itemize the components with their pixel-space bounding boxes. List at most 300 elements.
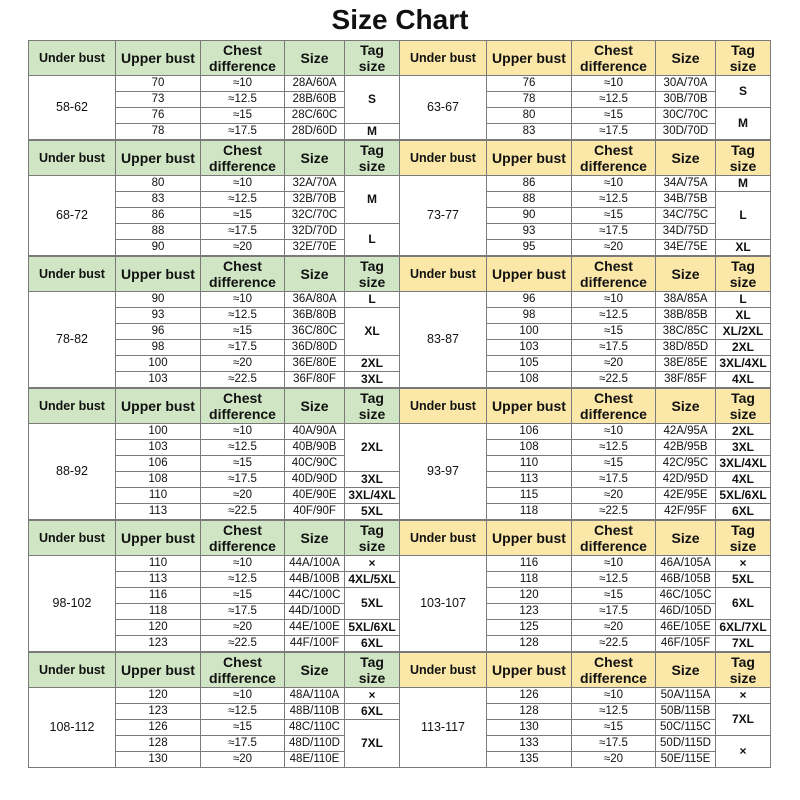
upper-bust-header: Upper bust xyxy=(487,521,572,556)
chest-difference-cell: ≈20 xyxy=(201,620,285,636)
table-row xyxy=(29,76,400,92)
tag-size-cell: 7XL xyxy=(716,636,771,652)
size-header: Size xyxy=(656,41,716,76)
chest-difference-cell: ≈12.5 xyxy=(572,572,656,588)
tag-size-cell: 2XL xyxy=(716,424,771,440)
size-cell: 40E/90E xyxy=(285,488,345,504)
under-bust-cell: 103-107 xyxy=(400,556,487,652)
upper-bust-cell: 123 xyxy=(487,604,572,620)
chest-difference-cell: ≈15 xyxy=(201,324,285,340)
upper-bust-cell: 88 xyxy=(116,224,201,240)
size-cell: 44D/100D xyxy=(285,604,345,620)
chest-difference-header: Chest difference xyxy=(201,653,285,688)
upper-bust-cell: 118 xyxy=(116,604,201,620)
chest-difference-cell: ≈12.5 xyxy=(572,192,656,208)
size-cell: 34E/75E xyxy=(656,240,716,256)
upper-bust-cell: 93 xyxy=(116,308,201,324)
tag-size-cell: XL xyxy=(716,308,771,324)
size-cell: 36D/80D xyxy=(285,340,345,356)
under-bust-header: Under bust xyxy=(29,521,116,556)
tag-size-cell: L xyxy=(716,192,771,240)
upper-bust-cell: 76 xyxy=(487,76,572,92)
under-bust-header: Under bust xyxy=(400,521,487,556)
upper-bust-cell: 78 xyxy=(487,92,572,108)
chest-difference-cell: ≈20 xyxy=(572,240,656,256)
upper-bust-header: Upper bust xyxy=(487,257,572,292)
upper-bust-cell: 113 xyxy=(487,472,572,488)
size-cell: 46D/105D xyxy=(656,604,716,620)
under-bust-cell: 58-62 xyxy=(29,76,116,140)
tag-size-cell: × xyxy=(345,688,400,704)
size-cell: 50C/115C xyxy=(656,720,716,736)
size-cell: 38F/85F xyxy=(656,372,716,388)
tag-size-cell: 3XL/4XL xyxy=(716,456,771,472)
tag-size-header: Tag size xyxy=(345,257,400,292)
right-table-block xyxy=(399,652,770,768)
header-row xyxy=(29,257,400,292)
upper-bust-cell: 98 xyxy=(116,340,201,356)
size-chart-table xyxy=(28,40,770,768)
chest-difference-cell: ≈20 xyxy=(572,752,656,768)
size-cell: 32D/70D xyxy=(285,224,345,240)
chest-difference-cell: ≈20 xyxy=(572,356,656,372)
table-row xyxy=(400,292,771,308)
upper-bust-cell: 130 xyxy=(487,720,572,736)
size-header: Size xyxy=(656,141,716,176)
right-size-table xyxy=(399,520,771,652)
upper-bust-cell: 80 xyxy=(116,176,201,192)
size-cell: 46F/105F xyxy=(656,636,716,652)
upper-bust-cell: 90 xyxy=(116,240,201,256)
size-cell: 34C/75C xyxy=(656,208,716,224)
tag-size-cell: 5XL xyxy=(345,588,400,620)
under-bust-cell: 108-112 xyxy=(29,688,116,768)
chest-difference-cell: ≈15 xyxy=(572,108,656,124)
upper-bust-cell: 128 xyxy=(116,736,201,752)
tag-size-cell: XL xyxy=(345,308,400,356)
chest-difference-cell: ≈12.5 xyxy=(572,308,656,324)
upper-bust-cell: 100 xyxy=(116,424,201,440)
tag-size-cell: × xyxy=(716,736,771,768)
under-bust-cell: 113-117 xyxy=(400,688,487,768)
right-table-block xyxy=(399,388,770,520)
right-table-block xyxy=(399,140,770,256)
under-bust-cell: 88-92 xyxy=(29,424,116,520)
upper-bust-cell: 83 xyxy=(116,192,201,208)
under-bust-header: Under bust xyxy=(29,141,116,176)
upper-bust-cell: 113 xyxy=(116,572,201,588)
size-cell: 48A/110A xyxy=(285,688,345,704)
size-cell: 40B/90B xyxy=(285,440,345,456)
under-bust-header: Under bust xyxy=(29,41,116,76)
chest-difference-header: Chest difference xyxy=(201,521,285,556)
size-cell: 38A/85A xyxy=(656,292,716,308)
header-row xyxy=(29,41,400,76)
upper-bust-cell: 120 xyxy=(487,588,572,604)
table-row xyxy=(400,424,771,440)
chest-difference-cell: ≈15 xyxy=(201,108,285,124)
left-table-block xyxy=(28,256,399,388)
size-cell: 34D/75D xyxy=(656,224,716,240)
right-table-block xyxy=(399,40,770,140)
chest-difference-cell: ≈10 xyxy=(572,688,656,704)
chest-difference-header: Chest difference xyxy=(572,521,656,556)
chest-difference-cell: ≈10 xyxy=(201,76,285,92)
upper-bust-cell: 73 xyxy=(116,92,201,108)
table-row xyxy=(400,688,771,704)
upper-bust-cell: 130 xyxy=(116,752,201,768)
table-row xyxy=(29,556,400,572)
upper-bust-cell: 78 xyxy=(116,124,201,140)
tag-size-header: Tag size xyxy=(716,521,771,556)
size-cell: 42D/95D xyxy=(656,472,716,488)
table-row xyxy=(29,292,400,308)
size-cell: 42A/95A xyxy=(656,424,716,440)
chest-difference-header: Chest difference xyxy=(201,41,285,76)
tag-size-cell: × xyxy=(345,556,400,572)
size-cell: 30C/70C xyxy=(656,108,716,124)
upper-bust-header: Upper bust xyxy=(487,653,572,688)
upper-bust-cell: 128 xyxy=(487,636,572,652)
upper-bust-header: Upper bust xyxy=(116,257,201,292)
tag-size-cell: 3XL xyxy=(345,372,400,388)
chest-difference-cell: ≈10 xyxy=(201,688,285,704)
size-cell: 42E/95E xyxy=(656,488,716,504)
upper-bust-cell: 106 xyxy=(487,424,572,440)
chest-difference-cell: ≈20 xyxy=(572,620,656,636)
size-cell: 40F/90F xyxy=(285,504,345,520)
header-row xyxy=(400,41,771,76)
tag-size-cell: 5XL xyxy=(716,572,771,588)
chest-difference-cell: ≈15 xyxy=(201,720,285,736)
size-cell: 40A/90A xyxy=(285,424,345,440)
tag-size-cell: 6XL xyxy=(345,636,400,652)
tag-size-cell: 4XL xyxy=(716,372,771,388)
upper-bust-cell: 116 xyxy=(116,588,201,604)
upper-bust-cell: 116 xyxy=(487,556,572,572)
upper-bust-cell: 120 xyxy=(116,620,201,636)
header-row xyxy=(29,141,400,176)
upper-bust-cell: 76 xyxy=(116,108,201,124)
chest-difference-cell: ≈15 xyxy=(572,720,656,736)
size-cell: 38C/85C xyxy=(656,324,716,340)
left-table-block xyxy=(28,140,399,256)
upper-bust-cell: 126 xyxy=(116,720,201,736)
chest-difference-cell: ≈12.5 xyxy=(201,440,285,456)
tag-size-cell: XL xyxy=(716,240,771,256)
chest-difference-cell: ≈17.5 xyxy=(201,124,285,140)
upper-bust-cell: 90 xyxy=(487,208,572,224)
chest-difference-cell: ≈17.5 xyxy=(572,736,656,752)
upper-bust-cell: 96 xyxy=(116,324,201,340)
upper-bust-cell: 95 xyxy=(487,240,572,256)
under-bust-cell: 73-77 xyxy=(400,176,487,256)
tag-size-cell: M xyxy=(345,176,400,224)
left-table-block xyxy=(28,520,399,652)
chest-difference-cell: ≈12.5 xyxy=(201,572,285,588)
size-cell: 40D/90D xyxy=(285,472,345,488)
under-bust-cell: 93-97 xyxy=(400,424,487,520)
size-cell: 36B/80B xyxy=(285,308,345,324)
upper-bust-cell: 123 xyxy=(116,704,201,720)
size-cell: 44B/100B xyxy=(285,572,345,588)
upper-bust-cell: 88 xyxy=(487,192,572,208)
left-size-table xyxy=(28,140,400,256)
tag-size-cell: 2XL xyxy=(345,424,400,472)
upper-bust-header: Upper bust xyxy=(487,41,572,76)
chest-difference-cell: ≈15 xyxy=(572,456,656,472)
chest-difference-cell: ≈17.5 xyxy=(201,340,285,356)
chest-difference-cell: ≈17.5 xyxy=(572,604,656,620)
chest-difference-cell: ≈15 xyxy=(572,324,656,340)
chest-difference-cell: ≈22.5 xyxy=(201,636,285,652)
tag-size-cell: M xyxy=(716,108,771,140)
chest-difference-cell: ≈10 xyxy=(201,292,285,308)
upper-bust-cell: 98 xyxy=(487,308,572,324)
upper-bust-cell: 86 xyxy=(487,176,572,192)
left-size-table xyxy=(28,256,400,388)
upper-bust-header: Upper bust xyxy=(116,389,201,424)
under-bust-header: Under bust xyxy=(400,653,487,688)
size-cell: 28C/60C xyxy=(285,108,345,124)
size-cell: 32C/70C xyxy=(285,208,345,224)
size-cell: 30B/70B xyxy=(656,92,716,108)
left-table-block xyxy=(28,40,399,140)
chest-difference-cell: ≈17.5 xyxy=(201,604,285,620)
chest-difference-cell: ≈17.5 xyxy=(572,124,656,140)
upper-bust-cell: 103 xyxy=(116,440,201,456)
upper-bust-header: Upper bust xyxy=(487,141,572,176)
chest-difference-header: Chest difference xyxy=(201,257,285,292)
tag-size-cell: 6XL xyxy=(716,588,771,620)
upper-bust-cell: 90 xyxy=(116,292,201,308)
table-row xyxy=(400,76,771,92)
header-row xyxy=(29,521,400,556)
size-block xyxy=(28,140,770,256)
upper-bust-cell: 110 xyxy=(116,556,201,572)
tag-size-cell: M xyxy=(345,124,400,140)
size-cell: 50B/115B xyxy=(656,704,716,720)
tag-size-cell: S xyxy=(716,76,771,108)
upper-bust-header: Upper bust xyxy=(116,653,201,688)
tag-size-cell: 4XL xyxy=(716,472,771,488)
page-title: Size Chart xyxy=(331,4,469,35)
right-table-block xyxy=(399,256,770,388)
chest-difference-cell: ≈10 xyxy=(572,176,656,192)
chest-difference-cell: ≈12.5 xyxy=(572,440,656,456)
size-cell: 36E/80E xyxy=(285,356,345,372)
size-cell: 28D/60D xyxy=(285,124,345,140)
tag-size-cell: 7XL xyxy=(345,720,400,768)
under-bust-cell: 83-87 xyxy=(400,292,487,388)
size-cell: 50E/115E xyxy=(656,752,716,768)
upper-bust-cell: 128 xyxy=(487,704,572,720)
tag-size-cell: 5XL xyxy=(345,504,400,520)
right-size-table xyxy=(399,652,771,768)
size-cell: 42C/95C xyxy=(656,456,716,472)
tag-size-cell: L xyxy=(345,292,400,308)
chest-difference-cell: ≈20 xyxy=(201,356,285,372)
tag-size-cell: M xyxy=(716,176,771,192)
size-header: Size xyxy=(285,521,345,556)
left-size-table xyxy=(28,652,400,768)
chest-difference-cell: ≈17.5 xyxy=(572,224,656,240)
chest-difference-header: Chest difference xyxy=(572,653,656,688)
chest-difference-cell: ≈10 xyxy=(572,76,656,92)
upper-bust-cell: 105 xyxy=(487,356,572,372)
chest-difference-cell: ≈20 xyxy=(201,752,285,768)
left-size-table xyxy=(28,40,400,140)
size-cell: 32E/70E xyxy=(285,240,345,256)
chest-difference-cell: ≈12.5 xyxy=(201,92,285,108)
size-cell: 32B/70B xyxy=(285,192,345,208)
size-header: Size xyxy=(656,521,716,556)
tag-size-header: Tag size xyxy=(716,257,771,292)
size-cell: 36F/80F xyxy=(285,372,345,388)
chest-difference-cell: ≈15 xyxy=(201,588,285,604)
upper-bust-cell: 120 xyxy=(116,688,201,704)
tag-size-header: Tag size xyxy=(716,141,771,176)
chest-difference-cell: ≈10 xyxy=(201,176,285,192)
upper-bust-cell: 110 xyxy=(487,456,572,472)
left-table-block xyxy=(28,652,399,768)
upper-bust-header: Upper bust xyxy=(116,141,201,176)
size-cell: 42B/95B xyxy=(656,440,716,456)
upper-bust-cell: 113 xyxy=(116,504,201,520)
tag-size-header: Tag size xyxy=(716,41,771,76)
size-cell: 36C/80C xyxy=(285,324,345,340)
size-cell: 46C/105C xyxy=(656,588,716,604)
chest-difference-cell: ≈20 xyxy=(201,240,285,256)
right-table-block xyxy=(399,520,770,652)
size-cell: 50A/115A xyxy=(656,688,716,704)
size-cell: 38D/85D xyxy=(656,340,716,356)
tag-size-cell: 7XL xyxy=(716,704,771,736)
tag-size-cell: 5XL/6XL xyxy=(716,488,771,504)
header-row xyxy=(400,141,771,176)
chest-difference-cell: ≈17.5 xyxy=(201,224,285,240)
size-cell: 48C/110C xyxy=(285,720,345,736)
chest-difference-cell: ≈15 xyxy=(572,208,656,224)
tag-size-cell: 5XL/6XL xyxy=(345,620,400,636)
size-cell: 44E/100E xyxy=(285,620,345,636)
chest-difference-cell: ≈17.5 xyxy=(572,472,656,488)
upper-bust-cell: 108 xyxy=(487,372,572,388)
table-row xyxy=(400,176,771,192)
upper-bust-cell: 135 xyxy=(487,752,572,768)
tag-size-cell: × xyxy=(716,556,771,572)
chest-difference-cell: ≈10 xyxy=(201,556,285,572)
tag-size-header: Tag size xyxy=(345,521,400,556)
under-bust-cell: 98-102 xyxy=(29,556,116,652)
size-cell: 36A/80A xyxy=(285,292,345,308)
tag-size-cell: × xyxy=(716,688,771,704)
upper-bust-cell: 126 xyxy=(487,688,572,704)
under-bust-header: Under bust xyxy=(400,257,487,292)
right-size-table xyxy=(399,256,771,388)
tag-size-cell: XL/2XL xyxy=(716,324,771,340)
chest-difference-cell: ≈12.5 xyxy=(201,192,285,208)
tag-size-cell: 6XL xyxy=(716,504,771,520)
size-header: Size xyxy=(656,389,716,424)
upper-bust-cell: 108 xyxy=(487,440,572,456)
upper-bust-cell: 110 xyxy=(116,488,201,504)
tag-size-header: Tag size xyxy=(716,389,771,424)
right-size-table xyxy=(399,140,771,256)
tag-size-cell: 3XL xyxy=(345,472,400,488)
size-cell: 42F/95F xyxy=(656,504,716,520)
tag-size-cell: 3XL/4XL xyxy=(345,488,400,504)
chest-difference-header: Chest difference xyxy=(201,141,285,176)
size-cell: 38B/85B xyxy=(656,308,716,324)
upper-bust-cell: 123 xyxy=(116,636,201,652)
tag-size-cell: 6XL xyxy=(345,704,400,720)
size-header: Size xyxy=(285,389,345,424)
chest-difference-cell: ≈20 xyxy=(572,488,656,504)
size-cell: 46B/105B xyxy=(656,572,716,588)
upper-bust-cell: 83 xyxy=(487,124,572,140)
chest-difference-cell: ≈12.5 xyxy=(201,308,285,324)
size-cell: 50D/115D xyxy=(656,736,716,752)
tag-size-header: Tag size xyxy=(345,653,400,688)
header-row xyxy=(400,257,771,292)
size-cell: 46A/105A xyxy=(656,556,716,572)
header-row xyxy=(29,653,400,688)
size-cell: 48B/110B xyxy=(285,704,345,720)
chest-difference-cell: ≈10 xyxy=(572,424,656,440)
under-bust-header: Under bust xyxy=(29,653,116,688)
upper-bust-cell: 70 xyxy=(116,76,201,92)
size-block xyxy=(28,520,770,652)
tag-size-header: Tag size xyxy=(345,41,400,76)
tag-size-cell: 2XL xyxy=(716,340,771,356)
chest-difference-header: Chest difference xyxy=(572,141,656,176)
header-row xyxy=(29,389,400,424)
chest-difference-header: Chest difference xyxy=(572,41,656,76)
upper-bust-header: Upper bust xyxy=(116,521,201,556)
size-header: Size xyxy=(285,141,345,176)
size-block xyxy=(28,388,770,520)
upper-bust-header: Upper bust xyxy=(116,41,201,76)
chest-difference-cell: ≈15 xyxy=(572,588,656,604)
under-bust-header: Under bust xyxy=(400,41,487,76)
upper-bust-cell: 118 xyxy=(487,504,572,520)
size-cell: 28A/60A xyxy=(285,76,345,92)
size-cell: 34B/75B xyxy=(656,192,716,208)
under-bust-cell: 78-82 xyxy=(29,292,116,388)
size-cell: 48E/110E xyxy=(285,752,345,768)
right-size-table xyxy=(399,388,771,520)
size-header: Size xyxy=(656,653,716,688)
size-cell: 38E/85E xyxy=(656,356,716,372)
upper-bust-cell: 93 xyxy=(487,224,572,240)
chest-difference-cell: ≈10 xyxy=(572,556,656,572)
chest-difference-cell: ≈12.5 xyxy=(201,704,285,720)
chest-difference-cell: ≈15 xyxy=(201,456,285,472)
header-row xyxy=(400,653,771,688)
size-block xyxy=(28,256,770,388)
size-cell: 48D/110D xyxy=(285,736,345,752)
left-table-block xyxy=(28,388,399,520)
upper-bust-cell: 86 xyxy=(116,208,201,224)
size-cell: 44F/100F xyxy=(285,636,345,652)
chest-difference-cell: ≈22.5 xyxy=(572,504,656,520)
upper-bust-cell: 125 xyxy=(487,620,572,636)
size-cell: 44C/100C xyxy=(285,588,345,604)
size-header: Size xyxy=(285,41,345,76)
tag-size-header: Tag size xyxy=(716,653,771,688)
table-row xyxy=(29,688,400,704)
